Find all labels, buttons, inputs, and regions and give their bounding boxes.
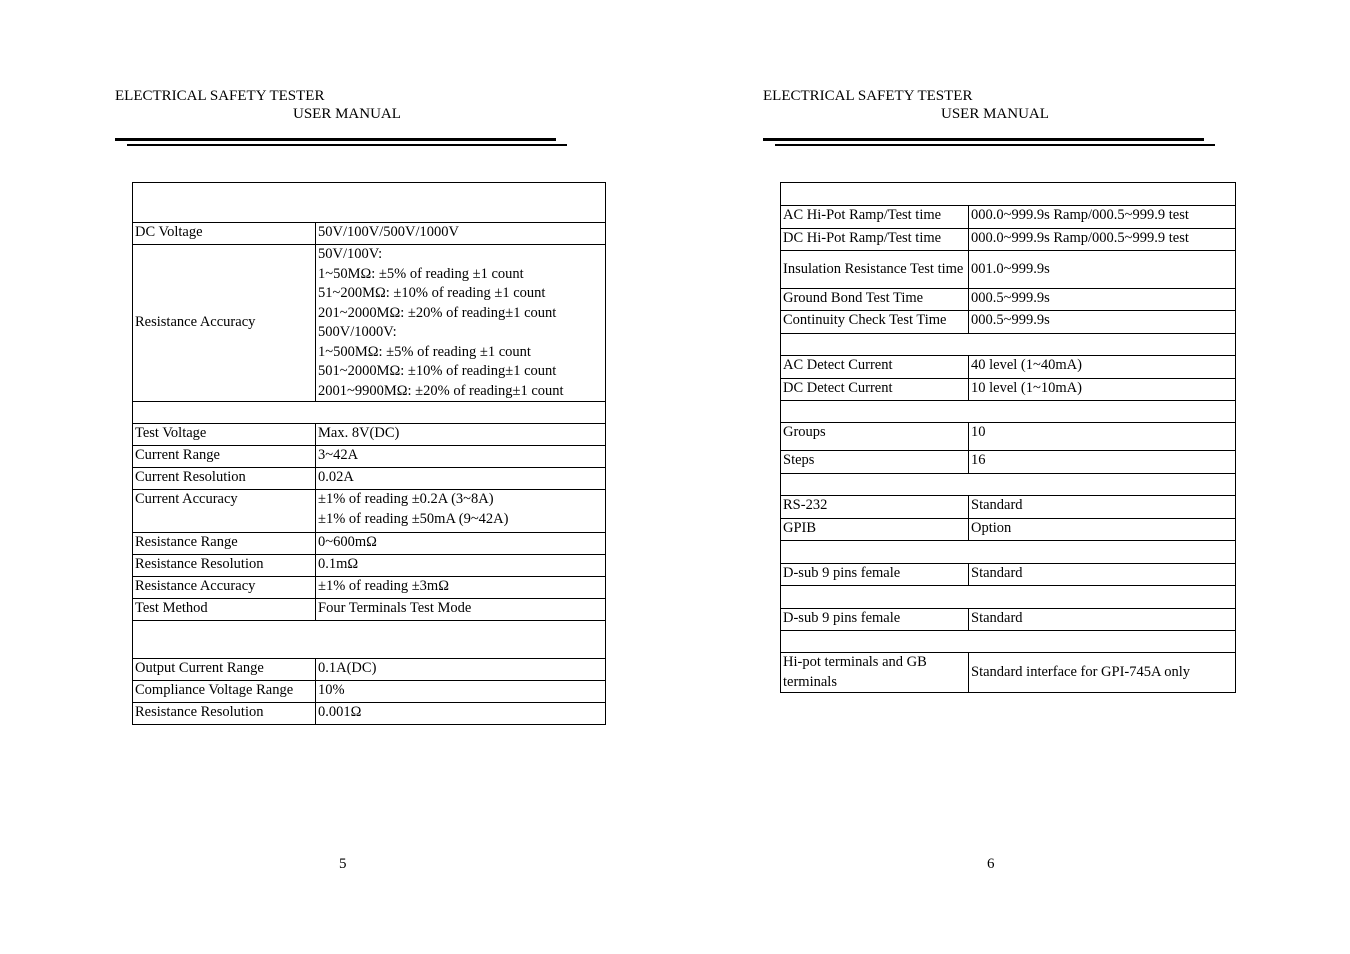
spec-label: DC Voltage <box>133 223 316 245</box>
spec-label: Test Voltage <box>133 424 316 446</box>
spec-row <box>133 490 606 533</box>
spec-row <box>133 681 606 703</box>
spec-value-line: 50V/100V/500V/1000V <box>318 224 459 240</box>
spec-value <box>316 703 606 725</box>
header-rule-thick <box>763 138 1204 141</box>
spec-value-line: 10% <box>318 682 345 698</box>
spec-row <box>781 423 1236 451</box>
spec-row <box>133 577 606 599</box>
spec-row <box>781 206 1236 229</box>
spec-row <box>781 564 1236 586</box>
spec-row <box>133 223 606 245</box>
spec-value <box>316 468 606 490</box>
spec-value <box>316 223 606 245</box>
spec-value-line: 2001~9900MΩ: ±20% of reading±1 count <box>318 382 564 399</box>
spec-value-line: 40 level (1~40mA) <box>971 357 1082 373</box>
section-row <box>133 183 606 223</box>
spec-value-line: ±1% of reading ±0.2A (3~8A) <box>318 491 494 507</box>
section-heading <box>781 401 1236 423</box>
section-row <box>781 334 1236 356</box>
spec-label: Current Resolution <box>133 468 316 490</box>
spec-value-line: 000.0~999.9s Ramp/000.5~999.9 test <box>971 207 1189 223</box>
spec-value <box>316 681 606 703</box>
spec-row <box>781 519 1236 541</box>
spec-value <box>316 490 606 533</box>
spec-label: Steps <box>781 451 969 474</box>
spec-value <box>316 577 606 599</box>
header-title: ELECTRICAL SAFETY TESTER <box>115 88 325 104</box>
spec-value-line: 501~2000MΩ: ±10% of reading±1 count <box>318 363 557 379</box>
section-heading <box>781 334 1236 356</box>
spec-label: Test Method <box>133 599 316 621</box>
spec-value <box>316 424 606 446</box>
section-row <box>781 474 1236 496</box>
spec-row <box>133 533 606 555</box>
spec-row <box>781 451 1236 474</box>
section-heading <box>133 402 606 424</box>
section-heading <box>781 541 1236 564</box>
spec-value <box>969 251 1236 289</box>
spec-label: Output Current Range <box>133 659 316 681</box>
spec-value <box>969 356 1236 379</box>
spec-value-line: ±1% of reading ±3mΩ <box>318 578 449 594</box>
spec-label: Current Accuracy <box>133 490 316 533</box>
spec-label: Resistance Resolution <box>133 703 316 725</box>
page-number: 5 <box>339 856 347 872</box>
section-heading <box>781 631 1236 653</box>
spec-label: Current Range <box>133 446 316 468</box>
spec-table-right <box>780 182 1236 693</box>
spec-row <box>781 496 1236 519</box>
spec-label: AC Detect Current <box>781 356 969 379</box>
spec-row <box>133 599 606 621</box>
spec-row <box>133 446 606 468</box>
spec-table-left <box>132 182 606 725</box>
spec-label: Ground Bond Test Time <box>781 289 969 311</box>
spec-value-line: 000.5~999.9s <box>971 312 1050 328</box>
section-row <box>781 401 1236 423</box>
header-title: ELECTRICAL SAFETY TESTER <box>763 88 973 104</box>
spec-value-line: Standard <box>971 497 1023 513</box>
header-rule-thick <box>115 138 556 141</box>
spec-value-line: 16 <box>971 452 986 468</box>
spec-value <box>969 229 1236 251</box>
right-page <box>648 0 1308 954</box>
spec-row <box>133 424 606 446</box>
section-heading <box>781 586 1236 609</box>
spec-value <box>969 609 1236 631</box>
spec-value <box>969 311 1236 334</box>
spec-value <box>969 206 1236 229</box>
section-row <box>781 586 1236 609</box>
spec-value-line: 3~42A <box>318 447 359 463</box>
spec-label: RS-232 <box>781 496 969 519</box>
spec-value <box>316 659 606 681</box>
section-row <box>781 631 1236 653</box>
section-heading <box>133 621 606 659</box>
spec-label: D-sub 9 pins female <box>781 609 969 631</box>
spec-row <box>133 468 606 490</box>
spec-label: DC Detect Current <box>781 379 969 401</box>
spec-value <box>969 564 1236 586</box>
spec-value-line: 001.0~999.9s <box>971 260 1050 277</box>
spec-value-line: 201~2000MΩ: ±20% of reading±1 count <box>318 304 557 321</box>
spec-value-line: 0.001Ω <box>318 704 362 720</box>
spec-value-line: Standard interface for GPI-745A only <box>971 663 1191 680</box>
spec-label: Resistance Accuracy <box>133 245 316 402</box>
spec-row <box>781 251 1236 289</box>
spec-value-line: Max. 8V(DC) <box>318 425 400 441</box>
spec-value-line: 10 <box>971 424 986 440</box>
spec-value-line: Standard <box>971 565 1023 581</box>
spec-label: DC Hi-Pot Ramp/Test time <box>781 229 969 251</box>
spec-label: Groups <box>781 423 969 451</box>
spec-label: AC Hi-Pot Ramp/Test time <box>781 206 969 229</box>
spec-label: Continuity Check Test Time <box>781 311 969 334</box>
spec-value-line: 51~200MΩ: ±10% of reading ±1 count <box>318 285 546 301</box>
header-rule-thin <box>775 144 1215 146</box>
spec-label: Resistance Range <box>133 533 316 555</box>
spec-value <box>316 245 606 402</box>
header-subtitle: USER MANUAL <box>941 106 1049 122</box>
header-rule-thin <box>127 144 567 146</box>
spec-value <box>969 519 1236 541</box>
spec-row <box>781 229 1236 251</box>
spec-row <box>133 245 606 402</box>
spec-row <box>133 555 606 577</box>
page-number: 6 <box>987 856 995 872</box>
spec-value-line: 0.02A <box>318 469 354 485</box>
spec-value-line: Four Terminals Test Mode <box>318 600 472 616</box>
spec-value-line: 000.5~999.9s <box>971 290 1050 306</box>
spec-value <box>316 533 606 555</box>
spec-value-line: Standard <box>971 610 1023 626</box>
spec-row <box>781 356 1236 379</box>
section-heading <box>133 183 606 223</box>
section-row <box>781 183 1236 206</box>
spec-label: D-sub 9 pins female <box>781 564 969 586</box>
spec-value-line: ±1% of reading ±50mA (9~42A) <box>318 510 509 527</box>
spec-value <box>969 496 1236 519</box>
spec-value <box>969 379 1236 401</box>
spec-value <box>316 599 606 621</box>
spec-value-line: 1~500MΩ: ±5% of reading ±1 count <box>318 343 531 360</box>
spec-row <box>781 653 1236 693</box>
spec-value <box>316 446 606 468</box>
spec-row <box>133 659 606 681</box>
spec-value <box>969 423 1236 451</box>
spec-value-line: 0.1mΩ <box>318 556 359 572</box>
spec-value-line: Option <box>971 520 1012 536</box>
section-heading <box>781 474 1236 496</box>
spec-value-line: 0.1A(DC) <box>318 660 377 676</box>
spec-row <box>781 609 1236 631</box>
spec-row <box>133 703 606 725</box>
spec-value <box>969 289 1236 311</box>
spec-value-line: 1~50MΩ: ±5% of reading ±1 count <box>318 265 524 282</box>
spec-label: Hi-pot terminals and GB terminals <box>781 653 969 693</box>
header-subtitle: USER MANUAL <box>293 106 401 122</box>
section-row <box>133 402 606 424</box>
section-row <box>133 621 606 659</box>
spec-label: Resistance Accuracy <box>133 577 316 599</box>
spec-label: Resistance Resolution <box>133 555 316 577</box>
spec-value-line: 50V/100V: <box>318 246 383 262</box>
spec-value-line: 10 level (1~10mA) <box>971 380 1082 396</box>
section-row <box>781 541 1236 564</box>
spec-label: GPIB <box>781 519 969 541</box>
spec-value <box>969 451 1236 474</box>
section-heading <box>781 183 1236 206</box>
spec-value <box>969 653 1236 693</box>
spec-label: Insulation Resistance Test time <box>781 251 969 289</box>
spec-label: Compliance Voltage Range <box>133 681 316 703</box>
spec-value <box>316 555 606 577</box>
spec-row <box>781 379 1236 401</box>
spec-row <box>781 311 1236 334</box>
spec-value-line: 500V/1000V: <box>318 324 397 340</box>
left-page <box>0 0 660 954</box>
spec-value-line: 0~600mΩ <box>318 534 377 550</box>
spec-value-line: 000.0~999.9s Ramp/000.5~999.9 test <box>971 230 1189 246</box>
spec-row <box>781 289 1236 311</box>
